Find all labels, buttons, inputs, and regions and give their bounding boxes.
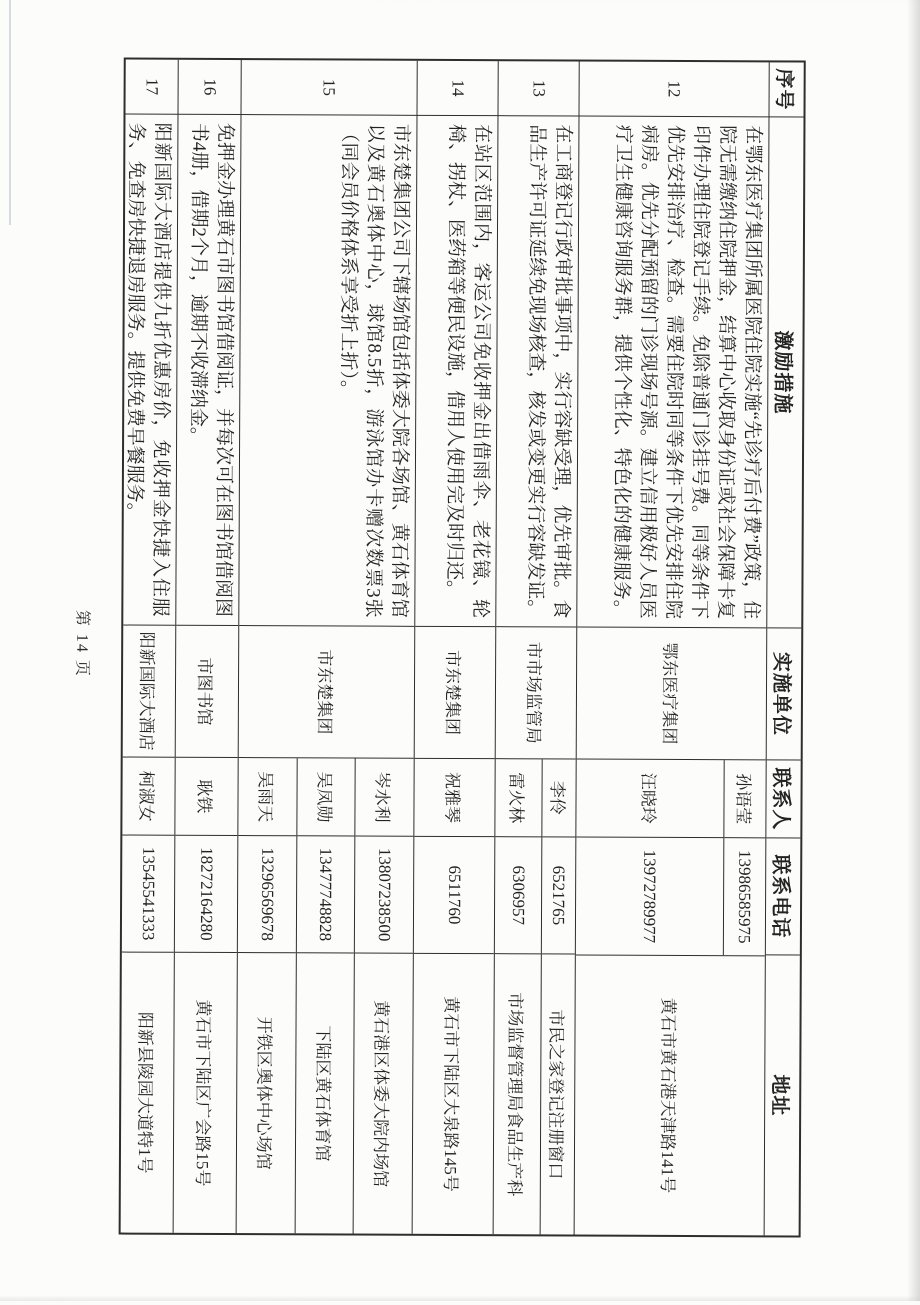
- contact-subrow: [295, 758, 355, 1233]
- address-cell: 市民之家登记注册窗口: [545, 1009, 566, 1180]
- measure-cell: 市东楚集团公司下辖场馆包括体委大院各场馆、黄石体育馆以及黄石奥体中心，球馆8.5折，游泳馆办卡赠次数票3张（同会员价格体系享受折上折）。: [239, 115, 416, 627]
- contact-cell: 李伶: [542, 759, 575, 837]
- address-cell: 阳新县陵园大道特1号: [135, 1011, 156, 1174]
- incentive-measures-table: [119, 58, 806, 1238]
- table-row: [121, 60, 178, 1233]
- table-header-row: [764, 62, 804, 1235]
- contact-cell: 孙语莹: [724, 760, 765, 838]
- contact-cell: 汪晓玲: [576, 760, 723, 839]
- table-row: [412, 61, 498, 1234]
- contact-subrow: [494, 759, 542, 1234]
- phone-cell: 6306957: [495, 837, 542, 954]
- measure-cell: 阳新国际大酒店提供九折优惠房价，免收押金快捷入住服务、免查房快捷退房服务。提供免费早餐服务。: [123, 115, 177, 626]
- phone-cell: 13986585975: [735, 849, 755, 944]
- contact-cell: 柯淑女: [122, 758, 174, 836]
- column-header-address: 地址: [768, 1074, 791, 1117]
- contact-phone-zone: [413, 759, 495, 1234]
- address-cell: 黄石市下陆区广会路15号: [193, 999, 214, 1187]
- unit-cell: 市东楚集团: [415, 627, 496, 759]
- table-row: [173, 60, 241, 1233]
- seq-cell: 13: [498, 61, 578, 116]
- contact-cell: 雷火林: [495, 759, 541, 837]
- contact-phone-zone: [121, 758, 175, 1233]
- contact-subrow: [413, 759, 495, 1234]
- address-cell: 下陆区黄石体育馆: [312, 1025, 333, 1162]
- phone-cell: 13972789977: [640, 849, 660, 944]
- table-row: [574, 62, 769, 1236]
- contact-cell: 吴雨天: [238, 758, 296, 836]
- scan-edge-artifact-left: [9, 0, 11, 225]
- phone-cell: 6521765: [542, 837, 576, 954]
- measure-cell: 免押金办理黄石市图书馆借阅证，并每次可在图书馆借阅图书4册，借期2个月，逾期不收滞纳金。: [176, 115, 240, 626]
- table-row: [493, 61, 579, 1234]
- seq-cell: 15: [242, 60, 417, 116]
- column-header-contact: 联系人: [766, 760, 800, 838]
- phone-cell: 13545541333: [122, 836, 175, 953]
- column-header-unit: 实施单位: [767, 628, 802, 760]
- unit-cell: 市图书馆: [176, 626, 239, 758]
- measure-cell: 在工商登记行政审批事项中，实行容缺受理，优先审批。食品生产许可证延续免现场核查，核发或变更实行容缺发证。: [496, 116, 578, 627]
- measure-cell: 在站区范围内，客运公司免收押金出借雨伞、老花镜、轮椅、拐杖、医药箱等便民设施，借用人使用完及时归还。: [415, 116, 497, 627]
- address-cell: 市场监督管理局食品生产科: [505, 992, 526, 1197]
- contact-subrow: [723, 760, 766, 955]
- contact-phone-zone: [237, 758, 414, 1234]
- seq-cell: 12: [579, 62, 768, 118]
- address-cell: 黄石市下陆区大泉路145号: [441, 996, 462, 1192]
- contact-subrow: [237, 758, 297, 1233]
- contact-phone-zone: [494, 759, 576, 1234]
- phone-cell: 13296569678: [238, 836, 297, 953]
- contact-cell: 祝雅琴: [414, 759, 494, 837]
- contact-subrow: [121, 758, 175, 1233]
- seq-cell: 16: [179, 60, 241, 115]
- contact-phone-zone: [174, 758, 238, 1233]
- contact-subrow: [353, 759, 414, 1234]
- contact-subrow: [174, 758, 238, 1233]
- scan-edge-artifact-bottom: [0, 1295, 920, 1301]
- seq-cell: 14: [417, 61, 497, 116]
- contact-cell: 岑水利: [355, 759, 413, 837]
- contact-cell: 吴凤勋: [297, 758, 354, 836]
- seq-cell: 17: [126, 60, 178, 115]
- contact-subrow: [540, 759, 576, 1234]
- table-row: [236, 60, 417, 1234]
- unit-cell: 鄂东医疗集团: [577, 628, 767, 761]
- phone-cell: 13807238500: [355, 837, 414, 954]
- unit-cell: 市东楚集团: [239, 626, 415, 759]
- contact-subrow: [576, 760, 724, 956]
- page-number: 第 14 页: [73, 609, 91, 678]
- unit-cell: 阳新国际大酒店: [123, 626, 176, 758]
- contact-cell: 耿铁: [175, 758, 237, 836]
- unit-cell: 市市场监管局: [496, 627, 577, 759]
- measure-cell: 在鄂东医疗集团所属医院住院实施“先诊疗后付费”政策，住院无需缴纳住院押金，结算中心收取身份证或社会保障卡复印件办理住院登记手续。免除普通门诊挂号费。同等条件下优先安排治疗、检查。需要住院时同等条件下优先安排住院病房。优先分配预留的门诊现场号源。建立信用极好人员医疗卫生健康咨询服务群，提供个性化、特色化的健康服务。: [577, 117, 768, 629]
- scan-edge-artifact-right: [907, 0, 920, 1301]
- column-header-phone: 联系电话: [766, 838, 801, 955]
- column-header-seq: 序号: [769, 62, 803, 117]
- phone-cell: 13477748828: [297, 836, 355, 953]
- column-header-measure: 激励措施: [767, 117, 803, 628]
- contact-phone-zone: [576, 760, 766, 956]
- address-cell: 黄石港区体委大院内场馆: [371, 1000, 392, 1188]
- address-cell: 开铁区奥体中心场馆: [254, 1016, 275, 1170]
- phone-cell: 18272164280: [175, 836, 238, 953]
- phone-cell: 6511760: [414, 837, 495, 954]
- address-cell: 黄石市黄石港天津路141号: [575, 955, 765, 1236]
